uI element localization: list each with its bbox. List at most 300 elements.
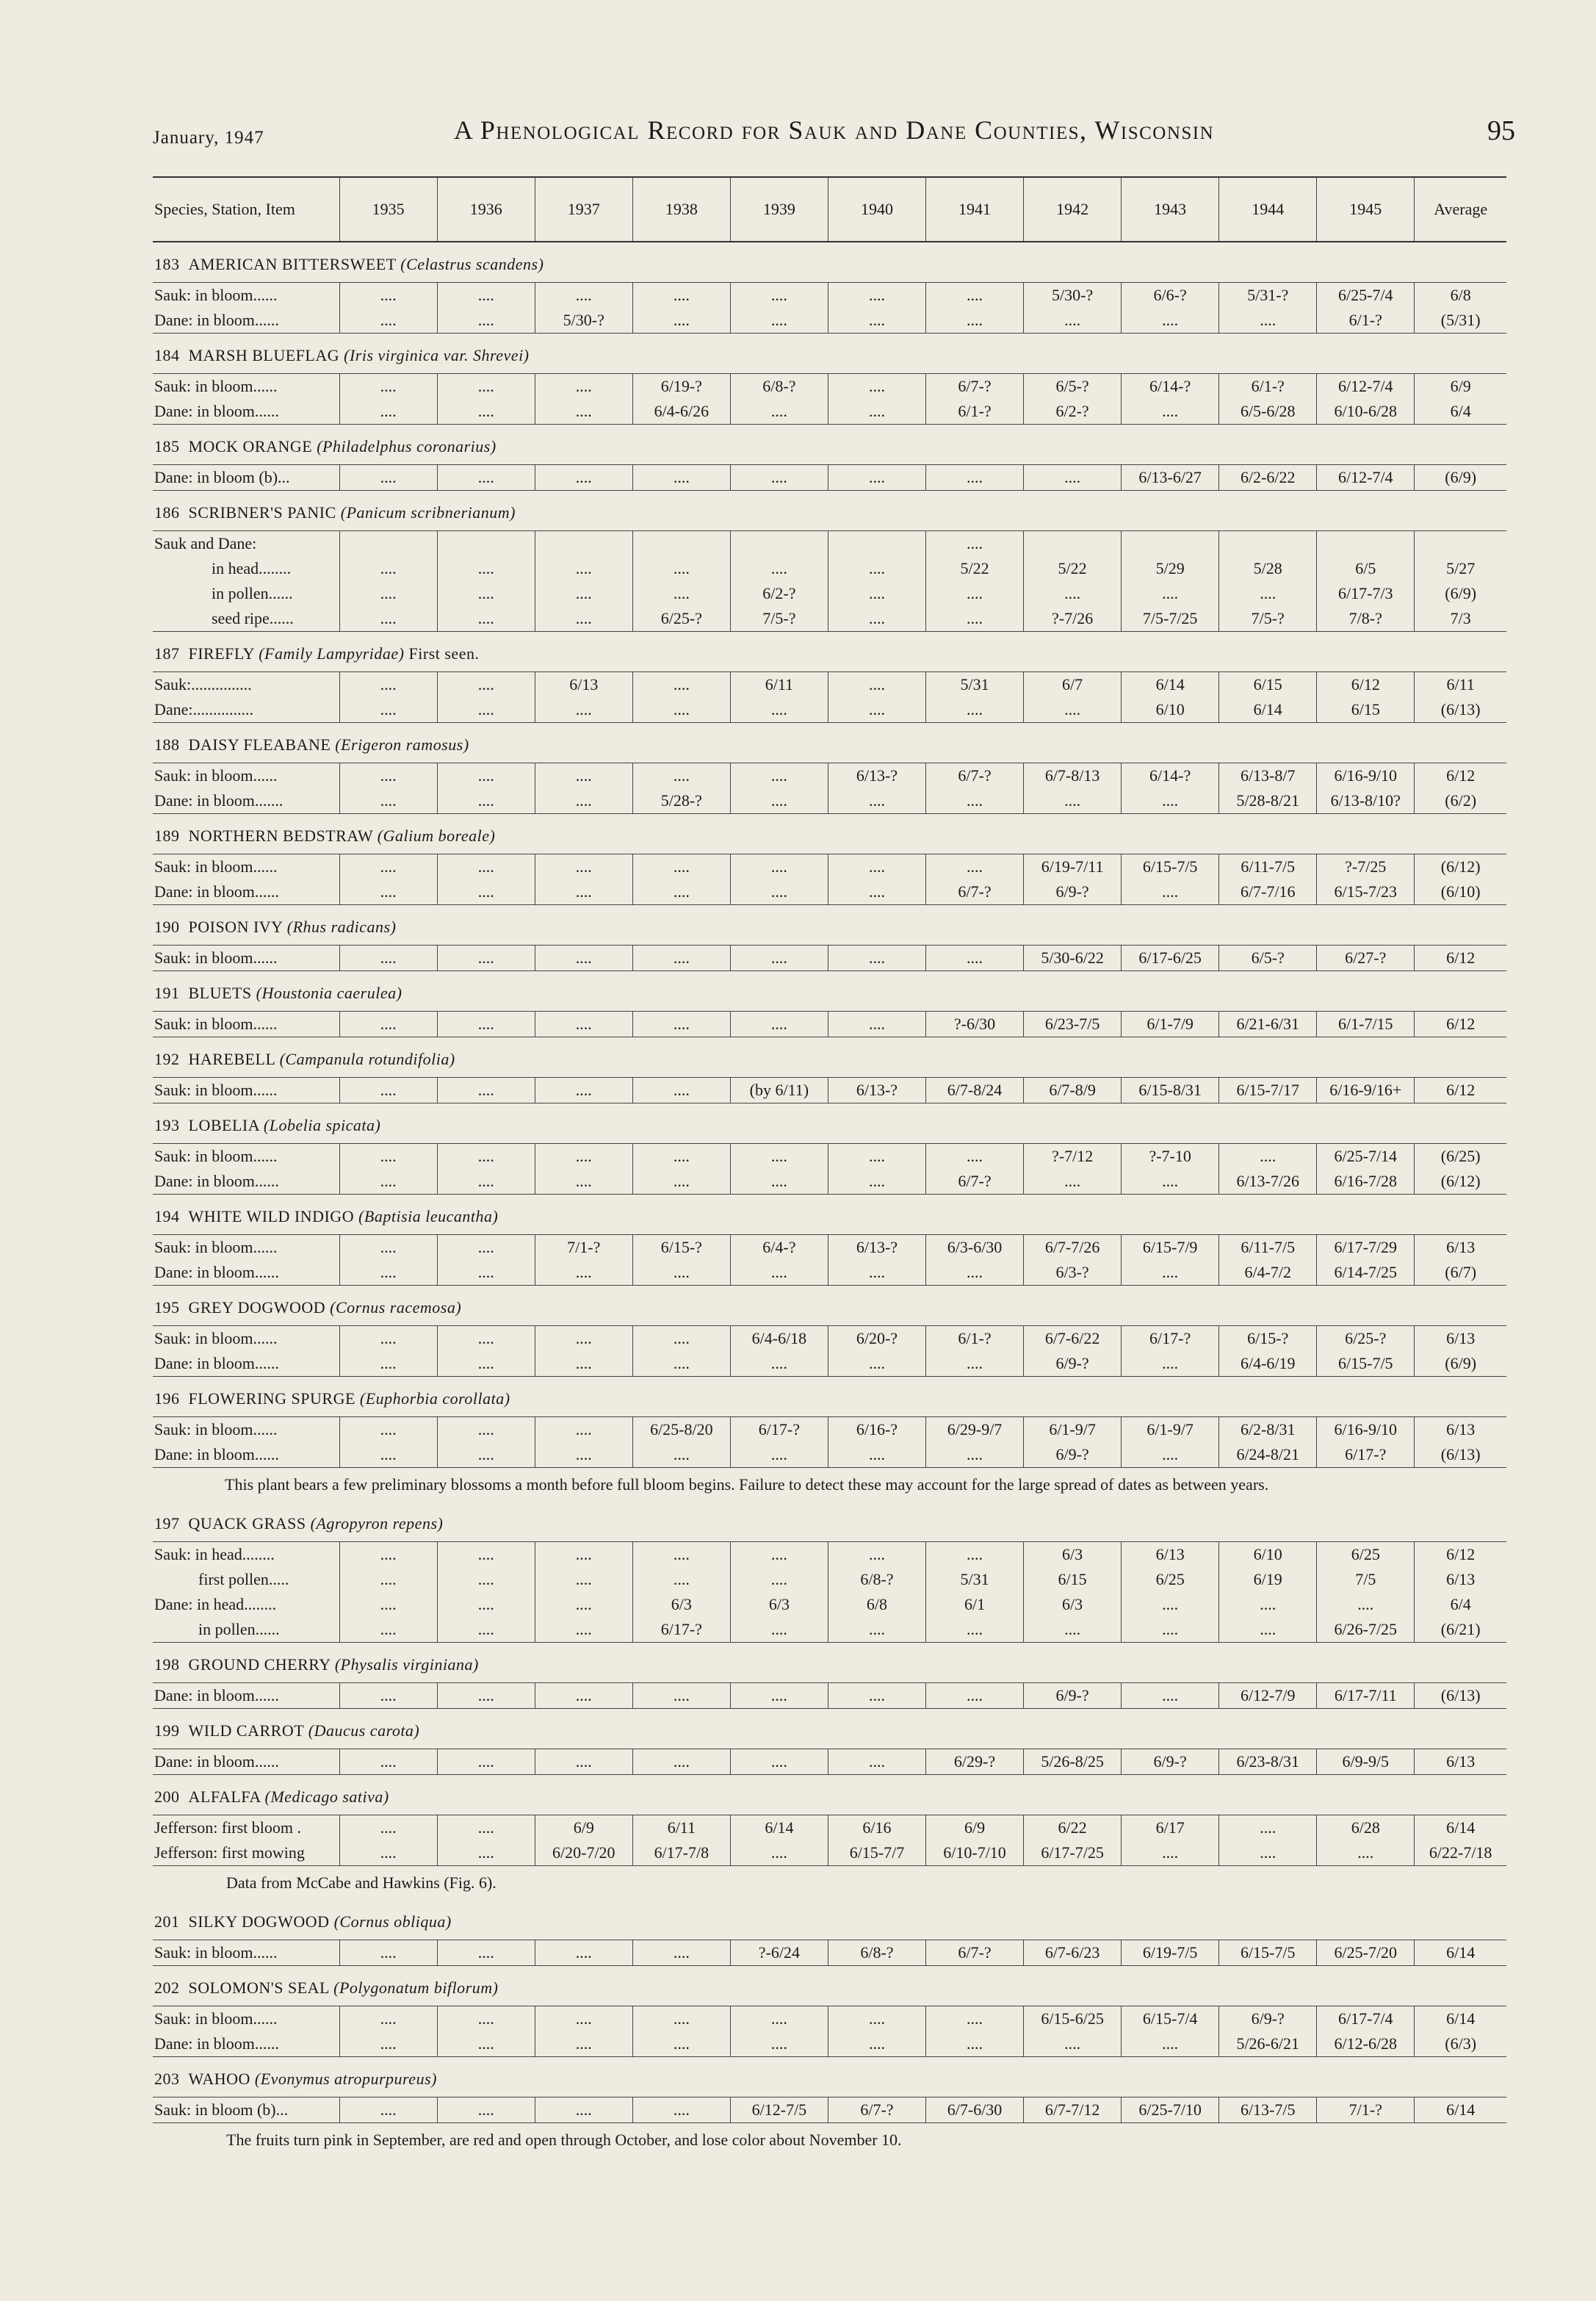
species-number: 193 bbox=[154, 1116, 180, 1134]
species-scientific-name: (Lobelia spicata) bbox=[263, 1116, 381, 1134]
year-cell: 6/20-? bbox=[828, 1326, 925, 1352]
species-number: 191 bbox=[154, 984, 180, 1002]
species-header-row bbox=[153, 971, 1506, 1012]
species-header-row bbox=[153, 1775, 1506, 1815]
year-cell: 6/13-? bbox=[828, 1235, 925, 1261]
species-scientific-name: (Cornus racemosa) bbox=[330, 1298, 462, 1317]
year-cell: 6/17-? bbox=[730, 1417, 828, 1443]
average-cell: (6/2) bbox=[1415, 788, 1506, 814]
average-cell: (6/3) bbox=[1415, 2031, 1506, 2057]
species-number: 186 bbox=[154, 503, 180, 522]
species-header-row bbox=[153, 242, 1506, 283]
row-label: Sauk: in bloom...... bbox=[153, 1417, 339, 1443]
column-header-1936: 1936 bbox=[437, 177, 535, 242]
year-cell: 6/17-6/25 bbox=[1122, 946, 1219, 971]
year-cell: 6/15-7/17 bbox=[1219, 1078, 1317, 1103]
species-number: 188 bbox=[154, 735, 180, 754]
average-cell: (6/13) bbox=[1415, 1442, 1506, 1468]
species-number: 203 bbox=[154, 2070, 180, 2088]
year-cell: .... bbox=[437, 1815, 535, 1841]
year-cell: .... bbox=[1317, 1840, 1415, 1866]
year-cell: .... bbox=[535, 946, 632, 971]
year-cell: .... bbox=[730, 1542, 828, 1568]
year-cell: 6/1-? bbox=[1219, 374, 1317, 400]
species-title bbox=[153, 1966, 1506, 2006]
year-cell: .... bbox=[1122, 879, 1219, 905]
year-cell: 5/22 bbox=[926, 556, 1024, 581]
year-cell: .... bbox=[339, 2031, 437, 2057]
year-cell: .... bbox=[535, 606, 632, 632]
species-title bbox=[153, 334, 1506, 374]
year-cell: .... bbox=[339, 1749, 437, 1775]
year-cell: 6/9-9/5 bbox=[1317, 1749, 1415, 1775]
average-cell: 6/13 bbox=[1415, 1417, 1506, 1443]
average-cell: 7/3 bbox=[1415, 606, 1506, 632]
year-cell: .... bbox=[730, 1840, 828, 1866]
year-cell: 6/27-? bbox=[1317, 946, 1415, 971]
average-cell: (6/9) bbox=[1415, 1351, 1506, 1377]
year-cell: 6/25 bbox=[1317, 1542, 1415, 1568]
year-cell: .... bbox=[828, 2006, 925, 2032]
year-cell: 6/1-? bbox=[1317, 308, 1415, 334]
year-cell: 5/26-6/21 bbox=[1219, 2031, 1317, 2057]
page-title: A Phenological Record for Sauk and Dane Counties, Wisconsin bbox=[453, 115, 1215, 145]
table-row bbox=[153, 399, 1506, 425]
year-cell: .... bbox=[339, 283, 437, 309]
year-cell: 6/19 bbox=[1219, 1567, 1317, 1592]
year-cell: .... bbox=[437, 1542, 535, 1568]
year-cell: .... bbox=[632, 1351, 730, 1377]
table-row bbox=[153, 1567, 1506, 1592]
year-cell: .... bbox=[926, 283, 1024, 309]
year-cell: .... bbox=[926, 1144, 1024, 1170]
year-cell: 6/2-? bbox=[730, 581, 828, 606]
year-cell: 6/4-6/18 bbox=[730, 1326, 828, 1352]
species-title bbox=[153, 814, 1506, 854]
species-scientific-name: (Iris virginica var. Shrevei) bbox=[344, 346, 530, 364]
table-row bbox=[153, 788, 1506, 814]
average-cell: (6/9) bbox=[1415, 465, 1506, 491]
year-cell: .... bbox=[1024, 697, 1122, 723]
table-row bbox=[153, 531, 1506, 557]
table-row bbox=[153, 1683, 1506, 1709]
species-common-name: POISON IVY bbox=[188, 918, 283, 936]
average-cell: 6/9 bbox=[1415, 374, 1506, 400]
year-cell: .... bbox=[828, 2031, 925, 2057]
year-cell: .... bbox=[632, 1012, 730, 1037]
year-cell: 5/28-8/21 bbox=[1219, 788, 1317, 814]
year-cell: .... bbox=[730, 1351, 828, 1377]
year-cell: 6/1-? bbox=[926, 399, 1024, 425]
average-cell: 6/22-7/18 bbox=[1415, 1840, 1506, 1866]
species-scientific-name: (Polygonatum biflorum) bbox=[333, 1978, 499, 1997]
year-cell: 6/13 bbox=[535, 672, 632, 698]
species-header-row bbox=[153, 632, 1506, 672]
year-cell: .... bbox=[1122, 1351, 1219, 1377]
column-header-1935: 1935 bbox=[339, 177, 437, 242]
year-cell: .... bbox=[1219, 308, 1317, 334]
footnote-text: This plant bears a few preliminary blossoms a month before full bloom begins. Failure to detect these may account for the large spread of dates as between years. bbox=[225, 1475, 1269, 1494]
year-cell: .... bbox=[339, 1260, 437, 1286]
row-label: Dane: in bloom...... bbox=[153, 308, 339, 334]
species-number: 196 bbox=[154, 1389, 180, 1408]
year-cell: .... bbox=[730, 308, 828, 334]
species-title bbox=[153, 905, 1506, 946]
year-cell: .... bbox=[926, 531, 1024, 557]
average-cell: 6/4 bbox=[1415, 399, 1506, 425]
year-cell: .... bbox=[828, 283, 925, 309]
row-label: Dane: in bloom...... bbox=[153, 2031, 339, 2057]
year-cell: .... bbox=[632, 1683, 730, 1709]
species-common-name: MARSH BLUEFLAG bbox=[188, 346, 340, 364]
year-cell: 6/11-7/5 bbox=[1219, 1235, 1317, 1261]
year-cell: .... bbox=[535, 1617, 632, 1643]
year-cell: .... bbox=[1122, 1840, 1219, 1866]
year-cell: .... bbox=[339, 1351, 437, 1377]
table-row bbox=[153, 1078, 1506, 1103]
row-label: Dane: in bloom...... bbox=[153, 1169, 339, 1195]
year-cell: 7/5-7/25 bbox=[1122, 606, 1219, 632]
species-header-row bbox=[153, 1103, 1506, 1144]
year-cell: 6/7-? bbox=[828, 2097, 925, 2123]
species-scientific-name: (Evonymus atropurpureus) bbox=[254, 2070, 437, 2088]
year-cell: 5/30-6/22 bbox=[1024, 946, 1122, 971]
column-header-1937: 1937 bbox=[535, 177, 632, 242]
species-header-row bbox=[153, 334, 1506, 374]
year-cell: 6/9-? bbox=[1122, 1749, 1219, 1775]
footnote-text: Data from McCabe and Hawkins (Fig. 6). bbox=[226, 1873, 497, 1892]
year-cell: .... bbox=[926, 2006, 1024, 2032]
table-row bbox=[153, 697, 1506, 723]
year-cell: 6/14-? bbox=[1122, 763, 1219, 789]
year-cell: 6/1 bbox=[926, 1592, 1024, 1617]
year-cell: .... bbox=[632, 946, 730, 971]
average-cell: (6/12) bbox=[1415, 1169, 1506, 1195]
table-row bbox=[153, 1169, 1506, 1195]
year-cell: 6/4-6/19 bbox=[1219, 1351, 1317, 1377]
row-label: Sauk: in bloom...... bbox=[153, 763, 339, 789]
year-cell: 5/31 bbox=[926, 672, 1024, 698]
year-cell: .... bbox=[1024, 1617, 1122, 1643]
year-cell: .... bbox=[339, 556, 437, 581]
row-label: seed ripe...... bbox=[153, 606, 339, 632]
year-cell: 6/16-7/28 bbox=[1317, 1169, 1415, 1195]
year-cell: 6/9-? bbox=[1024, 1351, 1122, 1377]
year-cell: .... bbox=[339, 1592, 437, 1617]
year-cell: .... bbox=[535, 465, 632, 491]
year-cell: .... bbox=[437, 1012, 535, 1037]
year-cell: .... bbox=[926, 1351, 1024, 1377]
species-title bbox=[153, 1502, 1506, 1542]
year-cell: 6/16-9/16+ bbox=[1317, 1078, 1415, 1103]
year-cell: 6/8-? bbox=[828, 1940, 925, 1966]
year-cell: .... bbox=[535, 763, 632, 789]
year-cell: .... bbox=[437, 556, 535, 581]
species-header-row bbox=[153, 905, 1506, 946]
table-row bbox=[153, 308, 1506, 334]
footnote-row bbox=[153, 1866, 1506, 1901]
year-cell: .... bbox=[926, 1442, 1024, 1468]
row-label: Dane: in bloom...... bbox=[153, 1260, 339, 1286]
year-cell: 6/15 bbox=[1024, 1567, 1122, 1592]
year-cell: 6/7-? bbox=[926, 1940, 1024, 1966]
table-row bbox=[153, 1144, 1506, 1170]
species-title bbox=[153, 723, 1506, 763]
table-row bbox=[153, 1260, 1506, 1286]
row-label: Sauk: in bloom...... bbox=[153, 1235, 339, 1261]
year-cell: 6/12-7/4 bbox=[1317, 374, 1415, 400]
year-cell: 6/7-8/24 bbox=[926, 1078, 1024, 1103]
year-cell: .... bbox=[437, 1417, 535, 1443]
table-row bbox=[153, 1417, 1506, 1443]
year-cell: .... bbox=[535, 1417, 632, 1443]
year-cell: .... bbox=[632, 1144, 730, 1170]
year-cell: 6/19-? bbox=[632, 374, 730, 400]
year-cell: .... bbox=[535, 1326, 632, 1352]
year-cell: .... bbox=[632, 1078, 730, 1103]
year-cell: 6/7-8/9 bbox=[1024, 1078, 1122, 1103]
row-label: Dane: in bloom (b)... bbox=[153, 465, 339, 491]
year-cell: .... bbox=[339, 2097, 437, 2123]
table-row bbox=[153, 283, 1506, 309]
year-cell: .... bbox=[1219, 1617, 1317, 1643]
year-cell: .... bbox=[339, 1840, 437, 1866]
table-row bbox=[153, 1940, 1506, 1966]
year-cell: .... bbox=[1122, 1683, 1219, 1709]
year-cell: .... bbox=[828, 672, 925, 698]
year-cell: 6/1-7/15 bbox=[1317, 1012, 1415, 1037]
year-cell: .... bbox=[339, 1235, 437, 1261]
year-cell: 6/9-? bbox=[1024, 1683, 1122, 1709]
year-cell: .... bbox=[730, 1683, 828, 1709]
year-cell: 6/11 bbox=[730, 672, 828, 698]
year-cell: .... bbox=[535, 854, 632, 880]
row-label: Sauk: in bloom...... bbox=[153, 2006, 339, 2032]
year-cell: .... bbox=[339, 1169, 437, 1195]
year-cell: .... bbox=[1024, 581, 1122, 606]
year-cell: .... bbox=[730, 1617, 828, 1643]
year-cell: .... bbox=[535, 2097, 632, 2123]
table-row bbox=[153, 1749, 1506, 1775]
column-header-1940: 1940 bbox=[828, 177, 925, 242]
year-cell: .... bbox=[926, 1683, 1024, 1709]
year-cell: .... bbox=[926, 854, 1024, 880]
species-common-name: DAISY FLEABANE bbox=[188, 735, 331, 754]
year-cell: 6/15-7/9 bbox=[1122, 1235, 1219, 1261]
year-cell: .... bbox=[730, 283, 828, 309]
year-cell: .... bbox=[339, 879, 437, 905]
species-note: First seen. bbox=[404, 644, 480, 663]
table-row bbox=[153, 854, 1506, 880]
year-cell: 6/23-7/5 bbox=[1024, 1012, 1122, 1037]
species-number: 201 bbox=[154, 1912, 180, 1931]
row-label: Dane: in bloom...... bbox=[153, 879, 339, 905]
year-cell bbox=[1122, 531, 1219, 557]
year-cell: .... bbox=[437, 879, 535, 905]
year-cell: 6/20-7/20 bbox=[535, 1840, 632, 1866]
species-title bbox=[153, 1643, 1506, 1683]
year-cell: .... bbox=[437, 1442, 535, 1468]
table-row bbox=[153, 1617, 1506, 1643]
table-row bbox=[153, 556, 1506, 581]
year-cell: .... bbox=[1219, 1592, 1317, 1617]
year-cell: .... bbox=[437, 946, 535, 971]
year-cell: .... bbox=[632, 2006, 730, 2032]
row-label: Dane: in bloom...... bbox=[153, 1351, 339, 1377]
average-cell: 5/27 bbox=[1415, 556, 1506, 581]
year-cell: .... bbox=[339, 1144, 437, 1170]
year-cell: 6/25-8/20 bbox=[632, 1417, 730, 1443]
year-cell: 6/7-6/23 bbox=[1024, 1940, 1122, 1966]
year-cell: 6/16-9/10 bbox=[1317, 763, 1415, 789]
year-cell: .... bbox=[339, 1442, 437, 1468]
row-label: Dane: in bloom...... bbox=[153, 1749, 339, 1775]
year-cell bbox=[1317, 531, 1415, 557]
year-cell: .... bbox=[1122, 1617, 1219, 1643]
year-cell: 6/9 bbox=[535, 1815, 632, 1841]
year-cell: 7/5-? bbox=[730, 606, 828, 632]
year-cell: 6/15-8/31 bbox=[1122, 1078, 1219, 1103]
species-common-name: SOLOMON'S SEAL bbox=[188, 1978, 330, 1997]
table-row bbox=[153, 1840, 1506, 1866]
year-cell: .... bbox=[339, 697, 437, 723]
average-cell: (6/21) bbox=[1415, 1617, 1506, 1643]
year-cell: .... bbox=[437, 1235, 535, 1261]
phenology-table-container bbox=[153, 176, 1506, 2157]
table-row bbox=[153, 946, 1506, 971]
year-cell: .... bbox=[828, 1012, 925, 1037]
year-cell: 6/15-7/4 bbox=[1122, 2006, 1219, 2032]
year-cell: 6/15-6/25 bbox=[1024, 2006, 1122, 2032]
row-label: Dane: in bloom...... bbox=[153, 399, 339, 425]
year-cell: .... bbox=[437, 374, 535, 400]
page-number: 95 bbox=[1487, 115, 1515, 146]
year-cell: .... bbox=[437, 1169, 535, 1195]
year-cell: 6/7-6/22 bbox=[1024, 1326, 1122, 1352]
year-cell: .... bbox=[730, 465, 828, 491]
average-cell: 6/14 bbox=[1415, 1940, 1506, 1966]
year-cell: .... bbox=[730, 2006, 828, 2032]
year-cell: 6/7-6/30 bbox=[926, 2097, 1024, 2123]
year-cell: 6/14-? bbox=[1122, 374, 1219, 400]
species-common-name: AMERICAN BITTERSWEET bbox=[188, 255, 397, 273]
year-cell bbox=[632, 531, 730, 557]
year-cell: .... bbox=[730, 1442, 828, 1468]
year-cell: 5/30-? bbox=[1024, 283, 1122, 309]
species-common-name: FLOWERING SPURGE bbox=[188, 1389, 355, 1408]
year-cell: 6/3-6/30 bbox=[926, 1235, 1024, 1261]
year-cell: 6/17-7/4 bbox=[1317, 2006, 1415, 2032]
year-cell: .... bbox=[926, 465, 1024, 491]
average-cell: 6/12 bbox=[1415, 1012, 1506, 1037]
table-row bbox=[153, 465, 1506, 491]
year-cell: .... bbox=[632, 2097, 730, 2123]
year-cell: .... bbox=[437, 606, 535, 632]
species-scientific-name: (Houstonia caerulea) bbox=[256, 984, 402, 1002]
year-cell: .... bbox=[1024, 465, 1122, 491]
species-common-name: GROUND CHERRY bbox=[188, 1655, 331, 1674]
year-cell: .... bbox=[632, 1749, 730, 1775]
species-common-name: FIREFLY bbox=[188, 644, 255, 663]
year-cell: .... bbox=[437, 283, 535, 309]
species-title bbox=[153, 2057, 1506, 2097]
year-cell: 6/4-7/2 bbox=[1219, 1260, 1317, 1286]
year-cell: 6/24-8/21 bbox=[1219, 1442, 1317, 1468]
species-common-name: MOCK ORANGE bbox=[188, 437, 313, 455]
species-header-row bbox=[153, 1037, 1506, 1078]
average-cell: 6/4 bbox=[1415, 1592, 1506, 1617]
year-cell: .... bbox=[632, 1442, 730, 1468]
year-cell: 6/7-7/16 bbox=[1219, 879, 1317, 905]
column-header-row bbox=[153, 177, 1506, 242]
year-cell: 7/5 bbox=[1317, 1567, 1415, 1592]
species-header-row bbox=[153, 1195, 1506, 1235]
year-cell: .... bbox=[535, 1144, 632, 1170]
year-cell: .... bbox=[730, 2031, 828, 2057]
year-cell: .... bbox=[632, 672, 730, 698]
year-cell: ?-7/12 bbox=[1024, 1144, 1122, 1170]
species-number: 192 bbox=[154, 1050, 180, 1068]
column-header-average: Average bbox=[1415, 177, 1506, 242]
year-cell: .... bbox=[1024, 308, 1122, 334]
year-cell: .... bbox=[730, 556, 828, 581]
year-cell: .... bbox=[828, 946, 925, 971]
year-cell: .... bbox=[730, 1260, 828, 1286]
species-title bbox=[153, 1195, 1506, 1235]
issue-date: January, 1947 bbox=[153, 128, 264, 148]
year-cell: 5/26-8/25 bbox=[1024, 1749, 1122, 1775]
year-cell: .... bbox=[828, 556, 925, 581]
year-cell: 6/1-? bbox=[926, 1326, 1024, 1352]
table-row bbox=[153, 1442, 1506, 1468]
year-cell bbox=[339, 531, 437, 557]
year-cell: .... bbox=[339, 465, 437, 491]
row-label: Sauk: in head........ bbox=[153, 1542, 339, 1568]
year-cell: .... bbox=[1122, 1592, 1219, 1617]
year-cell: 6/13-8/7 bbox=[1219, 763, 1317, 789]
year-cell: 7/1-? bbox=[1317, 2097, 1415, 2123]
column-header-1941: 1941 bbox=[926, 177, 1024, 242]
year-cell: .... bbox=[339, 399, 437, 425]
year-cell: .... bbox=[632, 1260, 730, 1286]
year-cell: .... bbox=[535, 374, 632, 400]
year-cell: .... bbox=[339, 1078, 437, 1103]
year-cell: 6/28 bbox=[1317, 1815, 1415, 1841]
species-common-name: WILD CARROT bbox=[188, 1721, 304, 1740]
species-common-name: LOBELIA bbox=[188, 1116, 259, 1134]
species-title bbox=[153, 491, 1506, 531]
row-label: Sauk: in bloom...... bbox=[153, 946, 339, 971]
year-cell: .... bbox=[535, 1683, 632, 1709]
year-cell: .... bbox=[828, 1617, 925, 1643]
year-cell: .... bbox=[730, 854, 828, 880]
year-cell: .... bbox=[926, 1542, 1024, 1568]
row-label: in head........ bbox=[212, 559, 292, 577]
year-cell: .... bbox=[926, 1617, 1024, 1643]
year-cell: 6/10-7/10 bbox=[926, 1840, 1024, 1866]
average-cell: (6/10) bbox=[1415, 879, 1506, 905]
year-cell: 6/8-? bbox=[730, 374, 828, 400]
table-row bbox=[153, 1235, 1506, 1261]
species-number: 199 bbox=[154, 1721, 180, 1740]
year-cell: 7/8-? bbox=[1317, 606, 1415, 632]
table-row bbox=[153, 672, 1506, 698]
year-cell: .... bbox=[339, 1326, 437, 1352]
year-cell: 7/5-? bbox=[1219, 606, 1317, 632]
year-cell: .... bbox=[437, 581, 535, 606]
year-cell: .... bbox=[730, 399, 828, 425]
average-cell: (6/13) bbox=[1415, 697, 1506, 723]
